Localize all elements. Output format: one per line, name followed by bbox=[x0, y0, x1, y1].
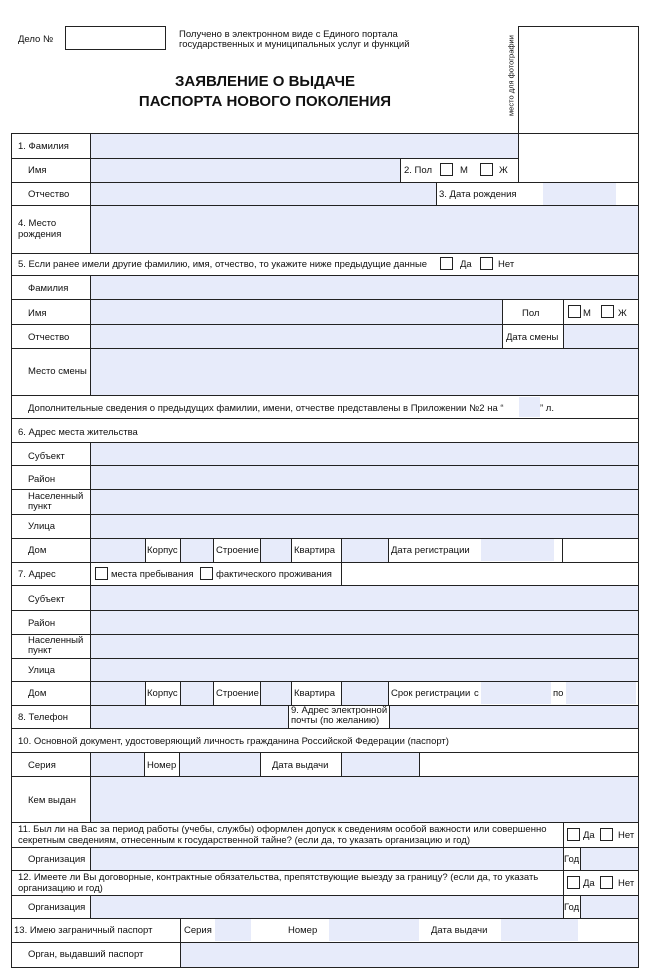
actual-residence-label: фактического проживания bbox=[216, 569, 332, 580]
change-place-label: Место смены bbox=[28, 366, 87, 377]
prev-surname-label: Фамилия bbox=[28, 283, 69, 294]
case-number-field[interactable] bbox=[65, 26, 166, 50]
res-house-label: Дом bbox=[28, 545, 47, 556]
stay-building-label: Строение bbox=[216, 688, 259, 699]
photo-label: место для фотографии bbox=[506, 35, 516, 116]
form-title-line-1: ЗАЯВЛЕНИЕ О ВЫДАЧЕ bbox=[174, 73, 356, 90]
birth-date-field[interactable] bbox=[543, 183, 616, 205]
name-field[interactable] bbox=[91, 159, 400, 182]
patronymic-field[interactable] bbox=[91, 183, 436, 206]
travel-restrictions-question: 12. Имеете ли Вы договорные, контрактные обязательства, препятствующие выезду за границу? (если да, то указать организацию и год) bbox=[18, 872, 539, 894]
residence-address-title: 6. Адрес места жительства bbox=[18, 427, 138, 438]
form-title-line-2: ПАСПОРТА НОВОГО ПОКОЛЕНИЯ bbox=[138, 93, 392, 110]
prev-sex-female-checkbox[interactable] bbox=[601, 305, 614, 318]
travel-org-field[interactable] bbox=[91, 896, 563, 918]
extra-info-text-end: ” л. bbox=[540, 403, 554, 414]
foreign-issue-date-label: Дата выдачи bbox=[431, 925, 488, 936]
stay-locality-field[interactable] bbox=[91, 635, 638, 658]
res-district-field[interactable] bbox=[91, 466, 638, 489]
stay-place-checkbox[interactable] bbox=[95, 567, 108, 580]
res-reg-date-label: Дата регистрации bbox=[391, 545, 470, 556]
secret-access-yes-checkbox[interactable] bbox=[567, 828, 580, 841]
secret-access-question: 11. Был ли на Вас за период работы (учебы, службы) оформлен допуск к сведениям особой важности или совершенно секретным сведениям, отнесенным к государственной тайне? (если да, то указать организацию и год) bbox=[18, 824, 547, 846]
travel-restrictions-no-checkbox[interactable] bbox=[600, 876, 613, 889]
secret-access-no-checkbox[interactable] bbox=[600, 828, 613, 841]
prev-name-field[interactable] bbox=[91, 300, 502, 324]
prev-patronymic-label: Отчество bbox=[28, 332, 70, 343]
res-reg-date-field[interactable] bbox=[481, 539, 554, 561]
prev-sex-female-label: Ж bbox=[618, 308, 627, 319]
prev-names-question: 5. Если ранее имели другие фамилию, имя, отчество, то укажите ниже предыдущие данные bbox=[18, 259, 428, 270]
stay-reg-to-label: по bbox=[553, 688, 564, 699]
stay-korpus-label: Корпус bbox=[147, 688, 178, 699]
passport-number-field[interactable] bbox=[180, 753, 260, 776]
passport-number-label: Номер bbox=[147, 760, 177, 771]
sex-male-checkbox[interactable] bbox=[440, 163, 453, 176]
surname-label: 1. Фамилия bbox=[18, 141, 69, 152]
stay-house-label: Дом bbox=[28, 688, 47, 699]
res-house-field[interactable] bbox=[91, 539, 145, 562]
prev-name-label: Имя bbox=[28, 308, 47, 319]
stay-korpus-field[interactable] bbox=[181, 682, 213, 705]
res-street-label: Улица bbox=[28, 521, 55, 532]
secret-org-label: Организация bbox=[28, 854, 86, 865]
prev-sex-male-label: М bbox=[583, 308, 591, 319]
secret-org-field[interactable] bbox=[91, 848, 563, 870]
passport-series-label: Серия bbox=[28, 760, 56, 771]
res-building-label: Строение bbox=[216, 545, 259, 556]
passport-issue-date-field[interactable] bbox=[342, 753, 419, 776]
res-korpus-label: Корпус bbox=[147, 545, 178, 556]
email-field[interactable] bbox=[390, 706, 638, 728]
foreign-number-field[interactable] bbox=[329, 919, 419, 941]
stay-subject-label: Субъект bbox=[28, 594, 65, 605]
name-label: Имя bbox=[28, 165, 47, 176]
stay-reg-from-field[interactable] bbox=[481, 682, 551, 704]
phone-label: 8. Телефон bbox=[18, 712, 68, 723]
travel-restrictions-yes-checkbox[interactable] bbox=[567, 876, 580, 889]
prev-patronymic-field[interactable] bbox=[91, 325, 502, 348]
res-subject-label: Субъект bbox=[28, 451, 65, 462]
travel-restrictions-no-label: Нет bbox=[618, 878, 635, 889]
birthplace-label: 4. Место рождения bbox=[18, 218, 62, 240]
foreign-series-label: Серия bbox=[184, 925, 212, 936]
sex-female-label: Ж bbox=[499, 165, 508, 176]
patronymic-label: Отчество bbox=[28, 189, 70, 200]
stay-place-label: места пребывания bbox=[111, 569, 194, 580]
passport-issued-by-field[interactable] bbox=[91, 777, 638, 822]
prev-surname-field[interactable] bbox=[91, 276, 638, 299]
foreign-series-field[interactable] bbox=[215, 919, 251, 941]
change-date-label: Дата смены bbox=[506, 332, 559, 343]
secret-year-label: Год bbox=[564, 854, 580, 865]
stay-street-label: Улица bbox=[28, 665, 55, 676]
res-subject-field[interactable] bbox=[91, 443, 638, 465]
travel-org-label: Организация bbox=[28, 902, 86, 913]
secret-access-no-label: Нет bbox=[618, 830, 635, 841]
birthplace-field[interactable] bbox=[91, 206, 638, 253]
prev-sex-label: Пол bbox=[522, 308, 540, 319]
stay-locality-label: Населенный пункт bbox=[28, 635, 84, 656]
prev-names-yes-label: Да bbox=[460, 259, 472, 270]
travel-year-label: Год bbox=[564, 902, 580, 913]
res-building-field[interactable] bbox=[261, 539, 291, 562]
stay-reg-to-field[interactable] bbox=[566, 682, 636, 704]
surname-field[interactable] bbox=[91, 134, 518, 158]
sex-label: 2. Пол bbox=[404, 165, 433, 176]
extra-info-pages-field[interactable] bbox=[519, 397, 540, 417]
prev-names-no-checkbox[interactable] bbox=[480, 257, 493, 270]
sex-female-checkbox[interactable] bbox=[480, 163, 493, 176]
birth-date-label: 3. Дата рождения bbox=[439, 189, 517, 200]
res-apartment-label: Квартира bbox=[294, 545, 336, 556]
foreign-number-label: Номер bbox=[288, 925, 318, 936]
res-street-field[interactable] bbox=[91, 515, 638, 538]
stay-district-label: Район bbox=[28, 618, 56, 629]
stay-apartment-field[interactable] bbox=[342, 682, 388, 705]
phone-field[interactable] bbox=[91, 706, 288, 728]
prev-names-no-label: Нет bbox=[498, 259, 515, 270]
passport-series-field[interactable] bbox=[91, 753, 144, 776]
foreign-passport-title: 13. Имею заграничный паспорт bbox=[14, 925, 153, 936]
travel-restrictions-yes-label: Да bbox=[583, 878, 595, 889]
stay-district-field[interactable] bbox=[91, 611, 638, 634]
stay-house-field[interactable] bbox=[91, 682, 145, 705]
foreign-issuer-field[interactable] bbox=[181, 943, 638, 967]
prev-names-yes-checkbox[interactable] bbox=[440, 257, 453, 270]
res-korpus-field[interactable] bbox=[181, 539, 213, 562]
res-apartment-field[interactable] bbox=[342, 539, 388, 562]
sex-male-label: М bbox=[460, 165, 468, 176]
actual-residence-checkbox[interactable] bbox=[200, 567, 213, 580]
stay-reg-term-label: Срок регистрации bbox=[391, 688, 471, 699]
stay-street-field[interactable] bbox=[91, 659, 638, 681]
res-district-label: Район bbox=[28, 474, 56, 485]
stay-subject-field[interactable] bbox=[91, 586, 638, 610]
change-place-field[interactable] bbox=[91, 349, 638, 395]
passport-issue-date-label: Дата выдачи bbox=[272, 760, 329, 771]
email-label: 9. Адрес электронной почты (по желанию) bbox=[291, 705, 388, 726]
received-note-line-1: Получено в электронном виде с Единого портала bbox=[179, 29, 398, 40]
foreign-issuer-label: Орган, выдавший паспорт bbox=[28, 949, 144, 960]
case-number-label: Дело № bbox=[18, 34, 54, 45]
stay-apartment-label: Квартира bbox=[294, 688, 336, 699]
stay-address-title: 7. Адрес bbox=[18, 569, 56, 580]
secret-access-yes-label: Да bbox=[583, 830, 595, 841]
foreign-issue-date-field[interactable] bbox=[501, 919, 578, 941]
change-date-field[interactable] bbox=[564, 325, 638, 348]
stay-building-field[interactable] bbox=[261, 682, 291, 705]
prev-sex-male-checkbox[interactable] bbox=[568, 305, 581, 318]
travel-year-field[interactable] bbox=[581, 896, 638, 918]
received-note-line-2: государственных и муниципальных услуг и функций bbox=[179, 39, 410, 50]
stay-reg-from-label: с bbox=[474, 688, 479, 699]
passport-issued-by-label: Кем выдан bbox=[28, 795, 76, 806]
passport-doc-title: 10. Основной документ, удостоверяющий личность гражданина Российской Федерации (паспорт) bbox=[18, 736, 449, 747]
extra-info-text: Дополнительные сведения о предыдущих фамилии, имени, отчестве представлены в Приложении №2 на “ bbox=[28, 403, 504, 414]
res-locality-field[interactable] bbox=[91, 490, 638, 514]
res-locality-label: Населенный пункт bbox=[28, 491, 84, 512]
secret-year-field[interactable] bbox=[581, 848, 638, 870]
